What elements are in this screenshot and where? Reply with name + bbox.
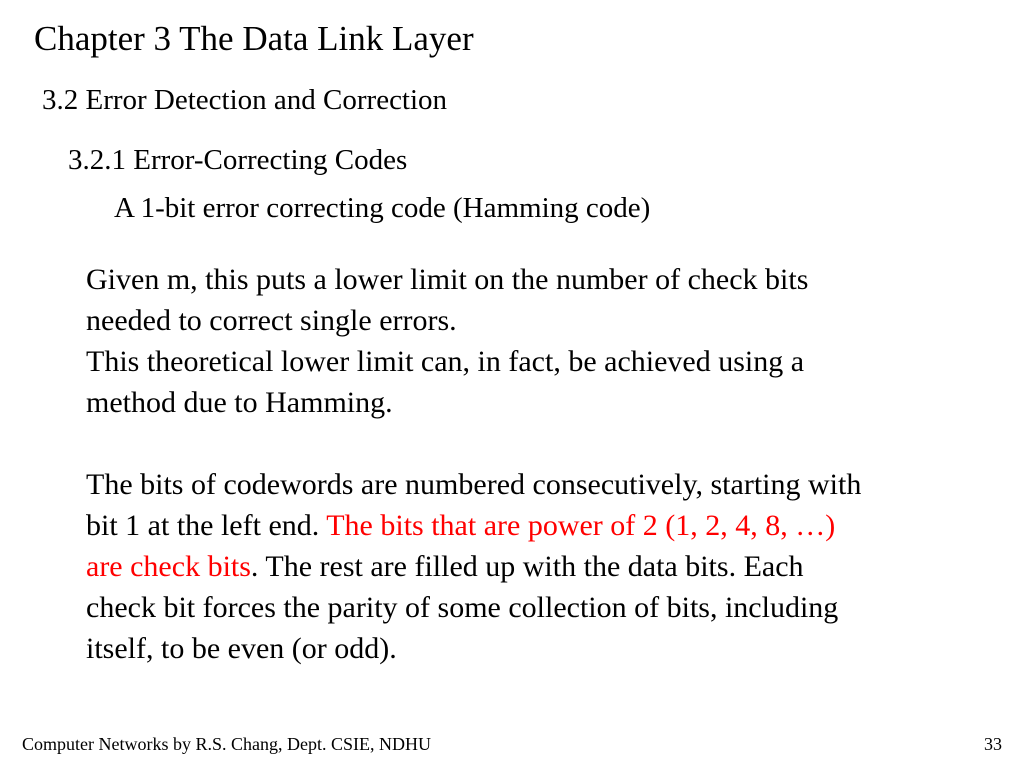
paragraph-spacer	[86, 423, 986, 464]
body-line: This theoretical lower limit can, in fact, be achieved using a	[86, 345, 805, 378]
body-line	[86, 505, 986, 546]
subsection-heading: 3.2.1 Error-Correcting Codes	[68, 144, 408, 176]
body-line	[86, 546, 986, 587]
page-number: 33	[984, 734, 1002, 754]
footer-credit: Computer Networks by R.S. Chang, Dept. CSIE, NDHU	[22, 734, 431, 754]
topic-heading: A 1-bit error correcting code (Hamming code)	[114, 192, 651, 224]
body-text-segment: . The rest are filled up with the data bits. Each	[250, 550, 804, 583]
slide-body	[86, 259, 986, 669]
body-line: check bit forces the parity of some collection of bits, including	[86, 591, 839, 624]
slide-title: Chapter 3 The Data Link Layer	[34, 19, 474, 58]
body-line: Given m, this puts a lower limit on the number of check bits	[86, 263, 809, 296]
body-line: itself, to be even (or odd).	[86, 632, 397, 665]
highlighted-text: are check bits	[86, 550, 251, 583]
body-line: The bits of codewords are numbered consecutively, starting with	[86, 468, 862, 501]
highlighted-text: The bits that are power of 2 (1, 2, 4, 8, …)	[326, 509, 836, 542]
body-line: needed to correct single errors.	[86, 304, 457, 337]
section-heading: 3.2 Error Detection and Correction	[42, 84, 448, 116]
body-text-segment: bit 1 at the left end.	[86, 509, 327, 542]
body-line: method due to Hamming.	[86, 386, 393, 419]
